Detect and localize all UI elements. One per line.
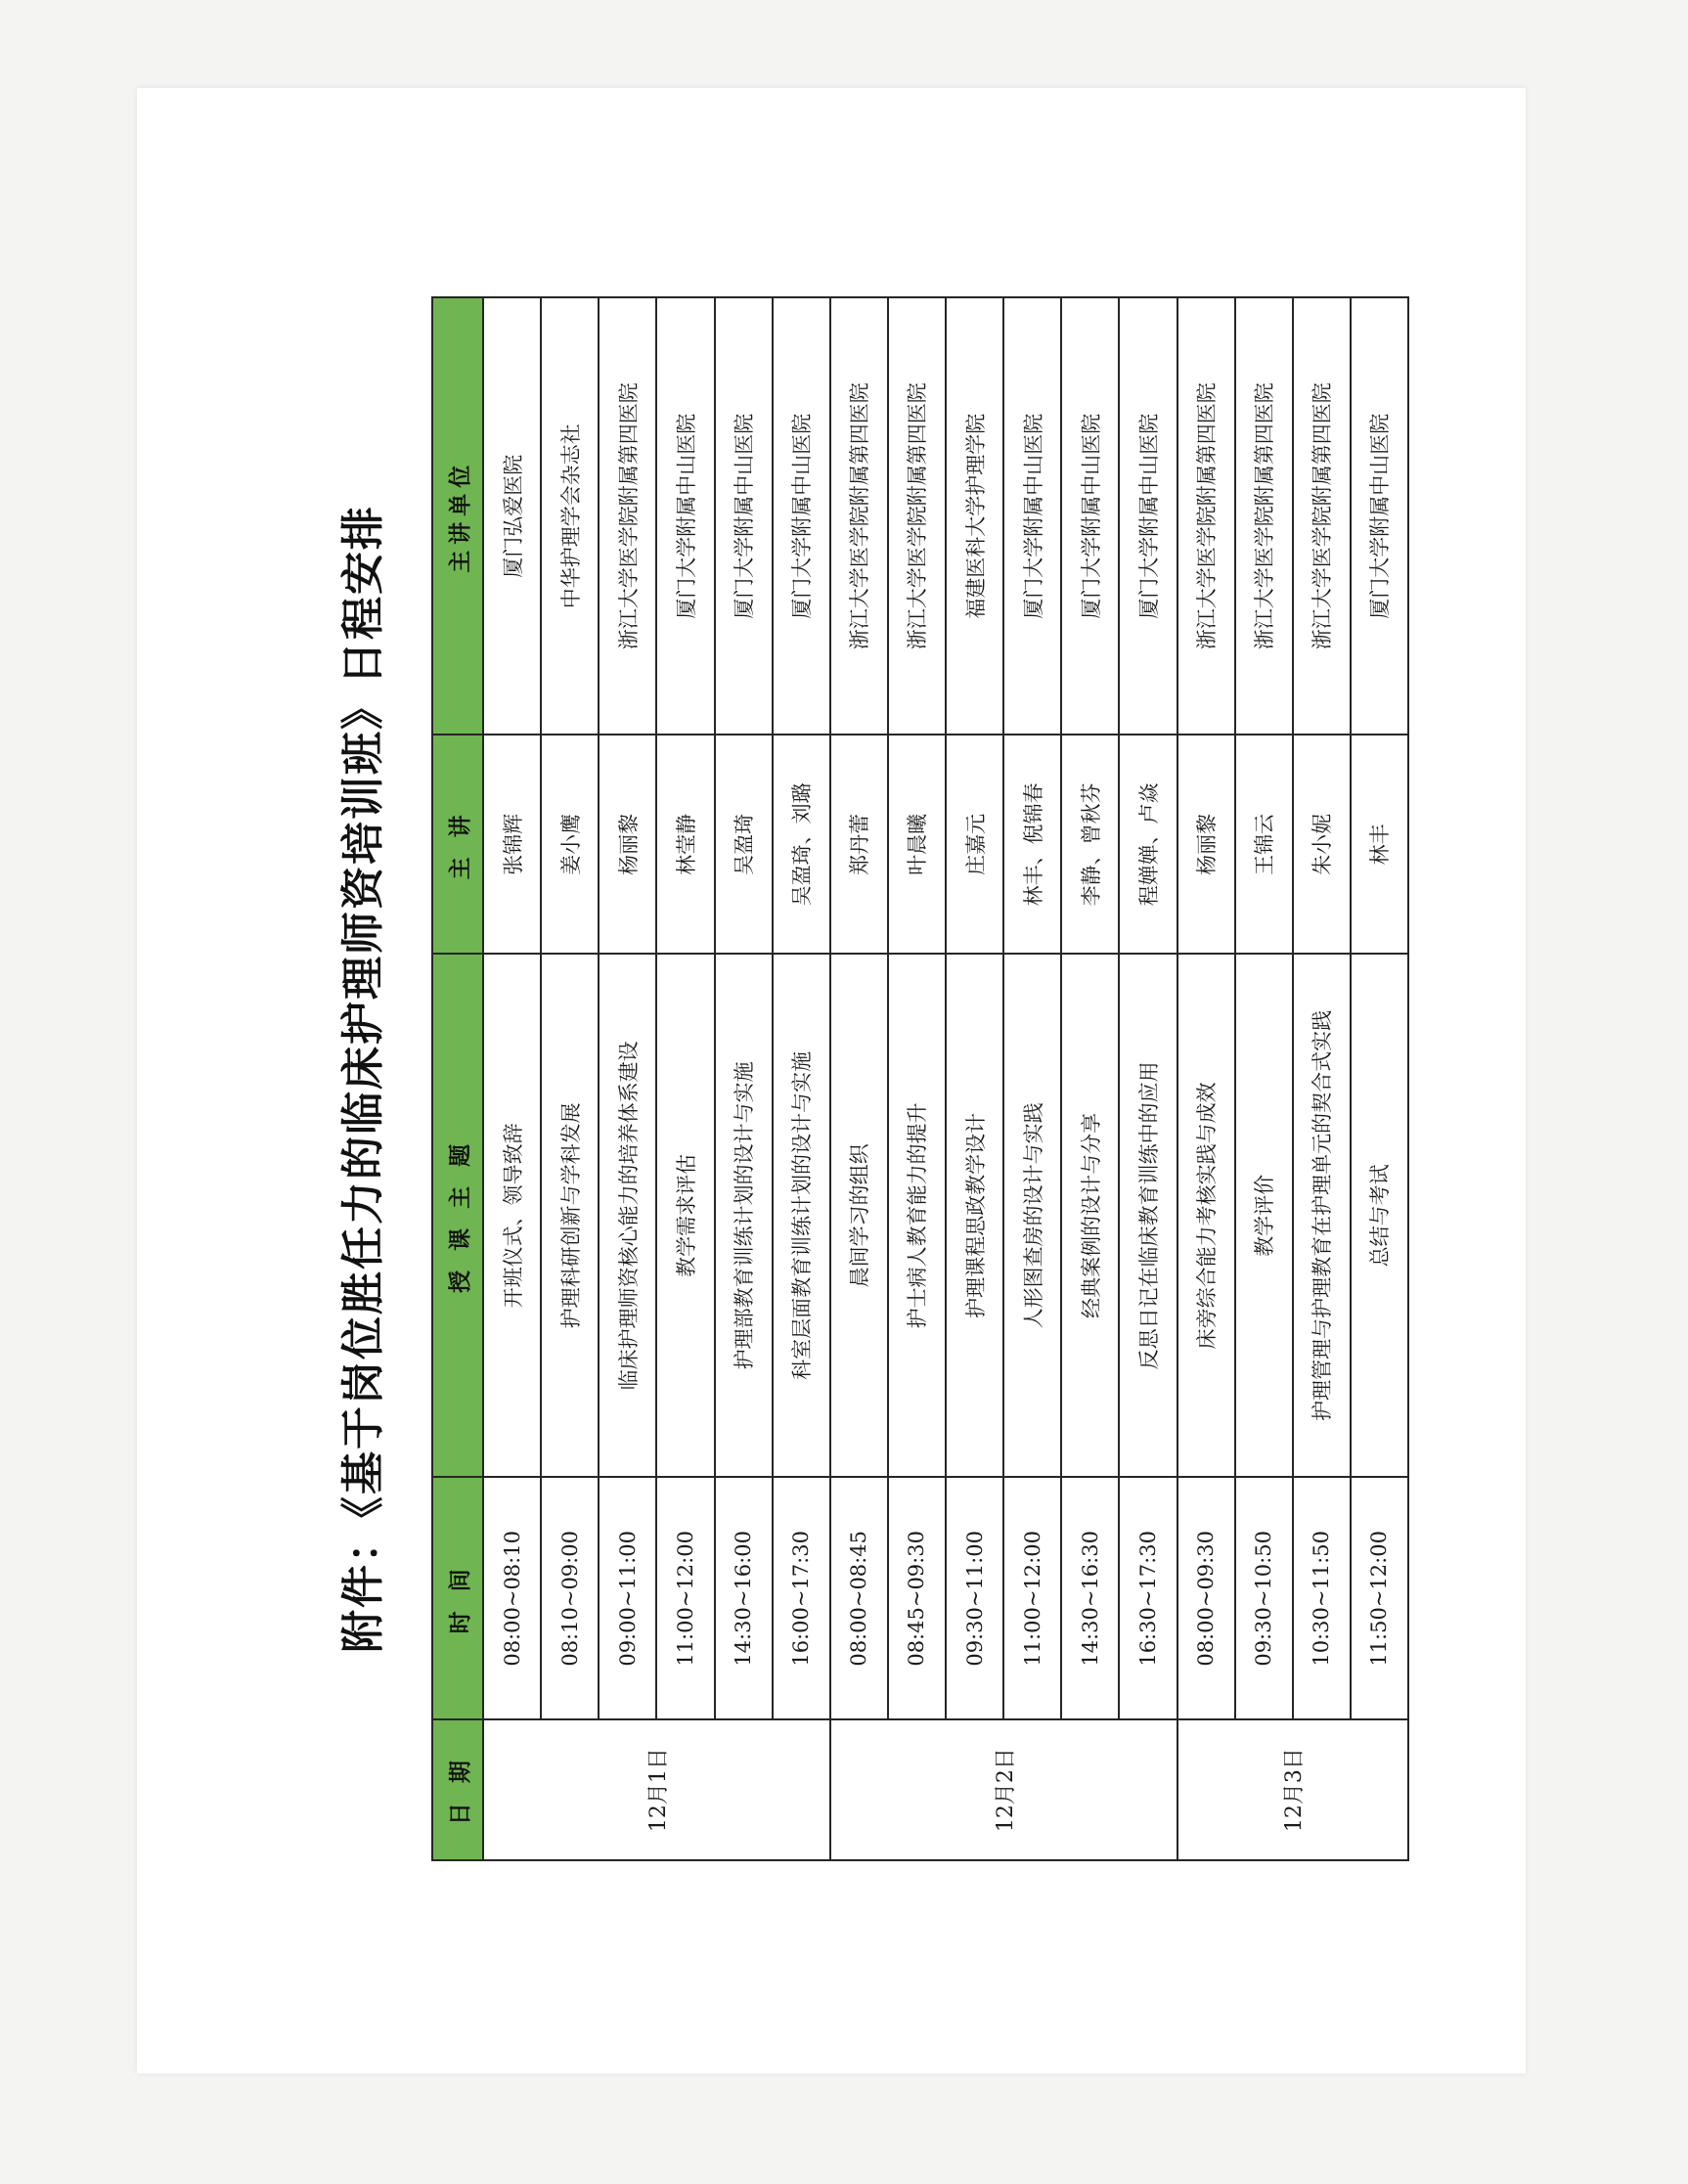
topic-cell: 人形图查房的设计与实践 [1003, 954, 1061, 1477]
time-cell: 11:00~12:00 [1003, 1478, 1061, 1720]
unit-cell: 厦门大学附属中山医院 [656, 297, 714, 735]
header-date: 日 期 [432, 1719, 483, 1860]
time-cell: 14:30~16:30 [1061, 1478, 1119, 1720]
time-cell: 11:50~12:00 [1351, 1478, 1408, 1720]
lecturer-cell: 张锦辉 [483, 735, 541, 954]
topic-cell: 开班仪式、领导致辞 [483, 954, 541, 1477]
topic-cell: 反思日记在临床教育训练中的应用 [1119, 954, 1177, 1477]
topic-cell: 晨间学习的组织 [830, 954, 888, 1477]
unit-cell: 浙江大学医学院附属第四医院 [1293, 297, 1351, 735]
table-row [830, 297, 888, 1860]
lecturer-cell: 王锦云 [1235, 735, 1293, 954]
date-cell: 12月1日 [483, 1719, 830, 1860]
topic-cell: 临床护理师资核心能力的培养体系建设 [599, 954, 656, 1477]
topic-cell: 床旁综合能力考核实践与成效 [1177, 954, 1235, 1477]
lecturer-cell: 李静、曾秋芬 [1061, 735, 1119, 954]
header-unit: 主讲单位 [432, 297, 483, 735]
table-row [1061, 297, 1119, 1860]
rotated-document-content [326, 296, 1411, 1861]
table-row [1351, 297, 1408, 1860]
lecturer-cell: 程婵婵、卢焱 [1119, 735, 1177, 954]
lecturer-cell: 朱小妮 [1293, 735, 1351, 954]
table-row [888, 297, 946, 1860]
lecturer-cell: 姜小鹰 [541, 735, 599, 954]
unit-cell: 厦门大学附属中山医院 [1061, 297, 1119, 735]
table-header-row [432, 297, 483, 1860]
date-cell: 12月2日 [830, 1719, 1177, 1860]
table-row [541, 297, 599, 1860]
unit-cell: 浙江大学医学院附属第四医院 [830, 297, 888, 735]
unit-cell: 浙江大学医学院附属第四医院 [599, 297, 656, 735]
time-cell: 08:10~09:00 [541, 1478, 599, 1720]
unit-cell: 中华护理学会杂志社 [541, 297, 599, 735]
header-time: 时 间 [432, 1478, 483, 1720]
table-row [1119, 297, 1177, 1860]
unit-cell: 厦门弘爱医院 [483, 297, 541, 735]
topic-cell: 护理管理与护理教育在护理单元的契合式实践 [1293, 954, 1351, 1477]
unit-cell: 厦门大学附属中山医院 [715, 297, 773, 735]
unit-cell: 浙江大学医学院附属第四医院 [888, 297, 946, 735]
lecturer-cell: 林丰、倪锦春 [1003, 735, 1061, 954]
time-cell: 16:30~17:30 [1119, 1478, 1177, 1720]
lecturer-cell: 郑丹蕾 [830, 735, 888, 954]
lecturer-cell: 林莹静 [656, 735, 714, 954]
topic-cell: 总结与考试 [1351, 954, 1408, 1477]
lecturer-cell: 叶晨曦 [888, 735, 946, 954]
lecturer-cell: 吴盈琦 [715, 735, 773, 954]
unit-cell: 厦门大学附属中山医院 [1119, 297, 1177, 735]
time-cell: 14:30~16:00 [715, 1478, 773, 1720]
table-row [656, 297, 714, 1860]
lecturer-cell: 吴盈琦、刘璐 [773, 735, 830, 954]
time-cell: 08:00~08:45 [830, 1478, 888, 1720]
time-cell: 11:00~12:00 [656, 1478, 714, 1720]
topic-cell: 科室层面教育训练计划的设计与实施 [773, 954, 830, 1477]
topic-cell: 护理课程思政教学设计 [946, 954, 1003, 1477]
time-cell: 08:00~08:10 [483, 1478, 541, 1720]
schedule-table [431, 296, 1409, 1861]
table-row [1177, 297, 1235, 1860]
time-cell: 09:30~10:50 [1235, 1478, 1293, 1720]
table-row [483, 297, 541, 1860]
table-row [946, 297, 1003, 1860]
table-row [1235, 297, 1293, 1860]
lecturer-cell: 杨丽黎 [1177, 735, 1235, 954]
unit-cell: 厦门大学附属中山医院 [773, 297, 830, 735]
table-row [773, 297, 830, 1860]
topic-cell: 教学需求评估 [656, 954, 714, 1477]
document-title: 附件：《基于岗位胜任力的临床护理师资培训班》日程安排 [338, 505, 388, 1653]
lecturer-cell: 杨丽黎 [599, 735, 656, 954]
topic-cell: 经典案例的设计与分享 [1061, 954, 1119, 1477]
date-cell: 12月3日 [1177, 1719, 1409, 1860]
topic-cell: 护理科研创新与学科发展 [541, 954, 599, 1477]
table-row [1293, 297, 1351, 1860]
unit-cell: 厦门大学附属中山医院 [1003, 297, 1061, 735]
topic-cell: 护士病人教育能力的提升 [888, 954, 946, 1477]
time-cell: 09:00~11:00 [599, 1478, 656, 1720]
table-row [599, 297, 656, 1860]
table-row [715, 297, 773, 1860]
header-topic: 授 课 主 题 [432, 954, 483, 1477]
topic-cell: 护理部教育训练计划的设计与实施 [715, 954, 773, 1477]
table-row [1003, 297, 1061, 1860]
schedule-body [483, 297, 1408, 1860]
time-cell: 10:30~11:50 [1293, 1478, 1351, 1720]
time-cell: 08:00~09:30 [1177, 1478, 1235, 1720]
unit-cell: 福建医科大学护理学院 [946, 297, 1003, 735]
lecturer-cell: 林丰 [1351, 735, 1408, 954]
topic-cell: 教学评价 [1235, 954, 1293, 1477]
time-cell: 09:30~11:00 [946, 1478, 1003, 1720]
time-cell: 16:00~17:30 [773, 1478, 830, 1720]
lecturer-cell: 庄嘉元 [946, 735, 1003, 954]
unit-cell: 厦门大学附属中山医院 [1351, 297, 1408, 735]
time-cell: 08:45~09:30 [888, 1478, 946, 1720]
header-lecturer: 主 讲 [432, 735, 483, 954]
unit-cell: 浙江大学医学院附属第四医院 [1235, 297, 1293, 735]
unit-cell: 浙江大学医学院附属第四医院 [1177, 297, 1235, 735]
